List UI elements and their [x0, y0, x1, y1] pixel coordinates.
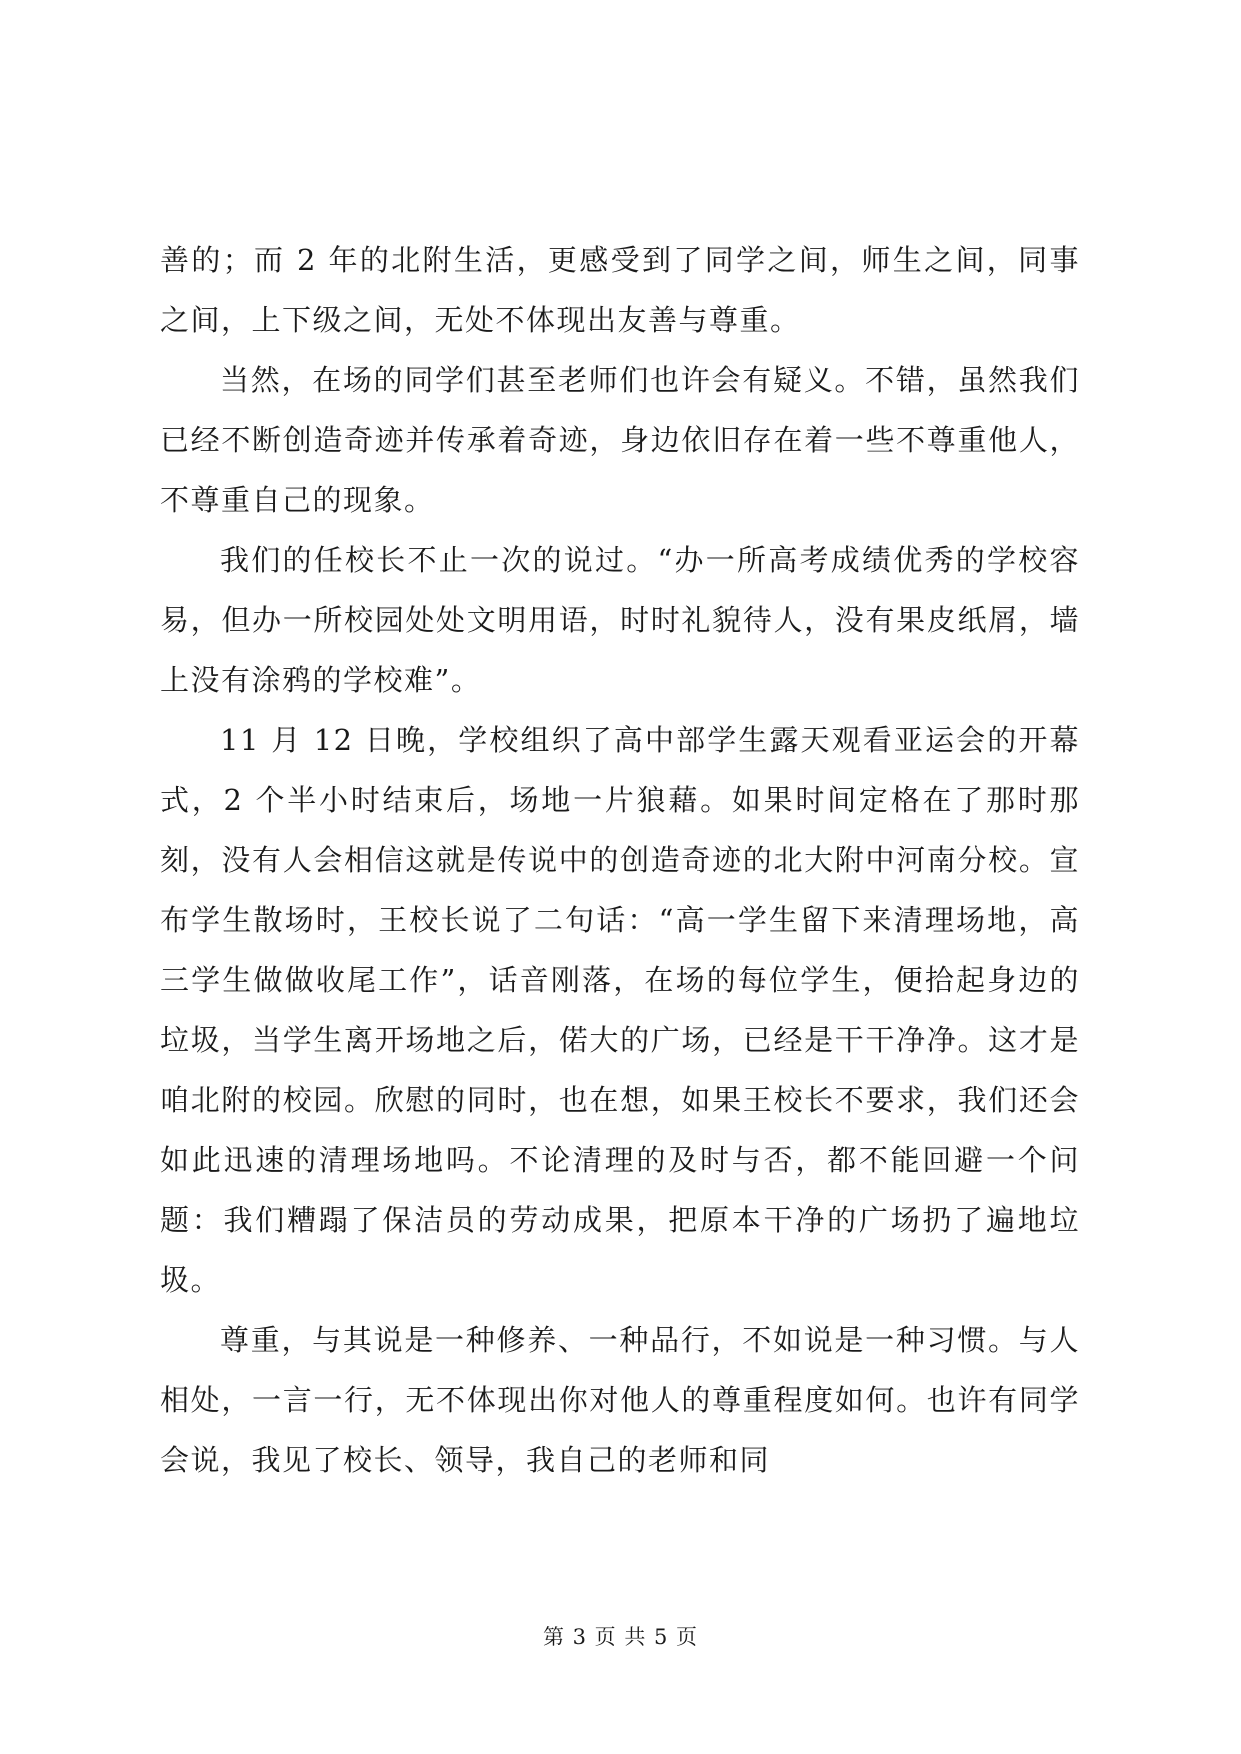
paragraph-2: 当然，在场的同学们甚至老师们也许会有疑义。不错，虽然我们已经不断创造奇迹并传承着奇迹，身边依旧存在着一些不尊重他人，不尊重自己的现象。: [160, 363, 1080, 517]
page-footer: 第 3 页 共 5 页: [542, 1625, 699, 1649]
paragraph-4: 11 月 12 日晚，学校组织了高中部学生露天观看亚运会的开幕式，2 个半小时结束后，场地一片狼藉。如果时间定格在了那时那刻，没有人会相信这就是传说中的创造奇迹的北大附中河南分校。宣布学生散场时，王校长说了二句话：“高一学生留下来清理场地，高三学生做做收尾工作”，话音刚落，在场的每位学生，便拾起身边的垃圾，当学生离开场地之后，偌大的广场，已经是干干净净。这才是咱北附的校园。欣慰的同时，也在想，如果王校长不要求，我们还会如此迅速的清理场地吗。不论清理的及时与否，都不能回避一个问题：我们糟蹋了保洁员的劳动成果，把原本干净的广场扔了遍地垃圾。: [160, 723, 1080, 1297]
paragraph-5: 尊重，与其说是一种修养、一种品行，不如说是一种习惯。与人相处，一言一行，无不体现出你对他人的尊重程度如何。也许有同学会说，我见了校长、领导，我自己的老师和同: [160, 1323, 1080, 1477]
paragraph-3: 我们的任校长不止一次的说过。“办一所高考成绩优秀的学校容易，但办一所校园处处文明用语，时时礼貌待人，没有果皮纸屑，墙上没有涂鸦的学校难”。: [160, 543, 1080, 697]
paragraph-1: 善的；而 2 年的北附生活，更感受到了同学之间，师生之间，同事之间，上下级之间，无处不体现出友善与尊重。: [160, 243, 1080, 337]
document-body: [160, 230, 1080, 1490]
